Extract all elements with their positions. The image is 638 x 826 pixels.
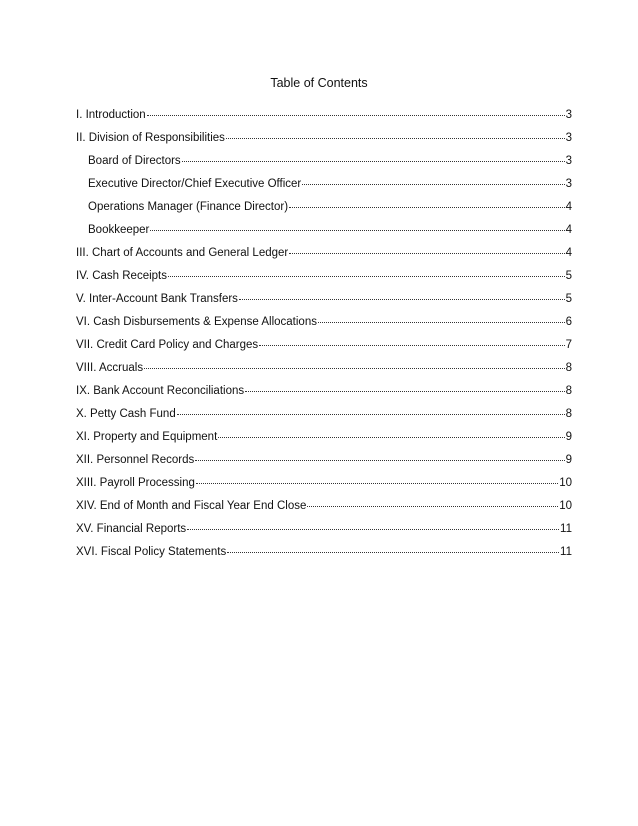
toc-leader-dots — [144, 368, 564, 369]
toc-entry-page: 5 — [565, 293, 572, 305]
toc-entry-page: 3 — [565, 132, 572, 144]
toc-entry[interactable] — [76, 521, 572, 544]
toc-leader-dots — [289, 207, 565, 208]
toc-entry-label: VII. Credit Card Policy and Charges — [76, 339, 259, 351]
toc-leader-dots — [259, 345, 564, 346]
toc-entry[interactable] — [76, 544, 572, 567]
toc-leader-dots — [239, 299, 565, 300]
toc-entry[interactable] — [76, 406, 572, 429]
toc-entry-page: 3 — [565, 178, 572, 190]
toc-entry[interactable] — [76, 107, 572, 130]
toc-entry[interactable] — [76, 498, 572, 521]
toc-entry-page: 8 — [565, 408, 572, 420]
toc-entry-label: Bookkeeper — [88, 224, 150, 236]
toc-entry-page: 8 — [565, 385, 572, 397]
toc-title: Table of Contents — [270, 76, 368, 90]
toc-subentry[interactable] — [76, 222, 572, 245]
toc-entry[interactable] — [76, 429, 572, 452]
toc-entry-page: 3 — [565, 109, 572, 121]
toc-entry-label: IX. Bank Account Reconciliations — [76, 385, 245, 397]
toc-entry-label: IV. Cash Receipts — [76, 270, 167, 282]
toc-subentry[interactable] — [76, 176, 572, 199]
toc-entry[interactable] — [76, 452, 572, 475]
toc-entry-label: X. Petty Cash Fund — [76, 408, 176, 420]
toc-entry-label: XI. Property and Equipment — [76, 431, 218, 443]
toc-leader-dots — [302, 184, 564, 185]
toc-entry-label: Operations Manager (Finance Director) — [88, 201, 289, 213]
toc-entry-page: 10 — [559, 477, 572, 489]
toc-leader-dots — [150, 230, 564, 231]
toc-entry-page: 4 — [565, 224, 572, 236]
toc-entry-page: 3 — [565, 155, 572, 167]
toc-entry-page: 11 — [560, 523, 572, 535]
toc-list — [76, 107, 572, 567]
toc-leader-dots — [187, 529, 559, 530]
toc-entry[interactable] — [76, 337, 572, 360]
toc-entry[interactable] — [76, 130, 572, 153]
toc-leader-dots — [289, 253, 564, 254]
toc-entry[interactable] — [76, 383, 572, 406]
toc-entry-label: XIV. End of Month and Fiscal Year End Close — [76, 500, 307, 512]
toc-leader-dots — [245, 391, 564, 392]
toc-leader-dots — [177, 414, 565, 415]
toc-entry-label: XV. Financial Reports — [76, 523, 187, 535]
toc-entry-label: XVI. Fiscal Policy Statements — [76, 546, 227, 558]
toc-leader-dots — [168, 276, 565, 277]
toc-entry-page: 8 — [565, 362, 572, 374]
toc-entry-label: VI. Cash Disbursements & Expense Allocations — [76, 316, 317, 328]
toc-entry-label: II. Division of Responsibilities — [76, 132, 225, 144]
toc-leader-dots — [227, 552, 559, 553]
toc-entry-page: 4 — [565, 201, 572, 213]
toc-entry[interactable] — [76, 314, 572, 337]
toc-entry-page: 6 — [565, 316, 572, 328]
toc-entry-page: 5 — [565, 270, 572, 282]
toc-leader-dots — [307, 506, 558, 507]
toc-leader-dots — [218, 437, 564, 438]
toc-entry-page: 10 — [559, 500, 572, 512]
toc-entry-label: XIII. Payroll Processing — [76, 477, 195, 489]
toc-entry[interactable] — [76, 360, 572, 383]
toc-entry-page: 9 — [565, 454, 572, 466]
toc-entry-label: III. Chart of Accounts and General Ledger — [76, 247, 289, 259]
toc-entry-label: Board of Directors — [88, 155, 181, 167]
toc-leader-dots — [182, 161, 565, 162]
toc-subentry[interactable] — [76, 199, 572, 222]
toc-entry-page: 4 — [565, 247, 572, 259]
toc-leader-dots — [196, 483, 558, 484]
toc-leader-dots — [195, 460, 564, 461]
toc-entry-label: V. Inter-Account Bank Transfers — [76, 293, 238, 305]
toc-entry[interactable] — [76, 268, 572, 291]
toc-entry-label: VIII. Accruals — [76, 362, 144, 374]
toc-leader-dots — [318, 322, 565, 323]
toc-leader-dots — [147, 115, 565, 116]
toc-leader-dots — [226, 138, 565, 139]
toc-entry[interactable] — [76, 245, 572, 268]
toc-subentry[interactable] — [76, 153, 572, 176]
toc-entry-label: Executive Director/Chief Executive Officer — [88, 178, 302, 190]
toc-entry[interactable] — [76, 291, 572, 314]
toc-entry-label: XII. Personnel Records — [76, 454, 195, 466]
toc-entry[interactable] — [76, 475, 572, 498]
toc-entry-label: I. Introduction — [76, 109, 146, 121]
toc-entry-page: 11 — [560, 546, 572, 558]
toc-entry-page: 7 — [565, 339, 572, 351]
toc-entry-page: 9 — [565, 431, 572, 443]
